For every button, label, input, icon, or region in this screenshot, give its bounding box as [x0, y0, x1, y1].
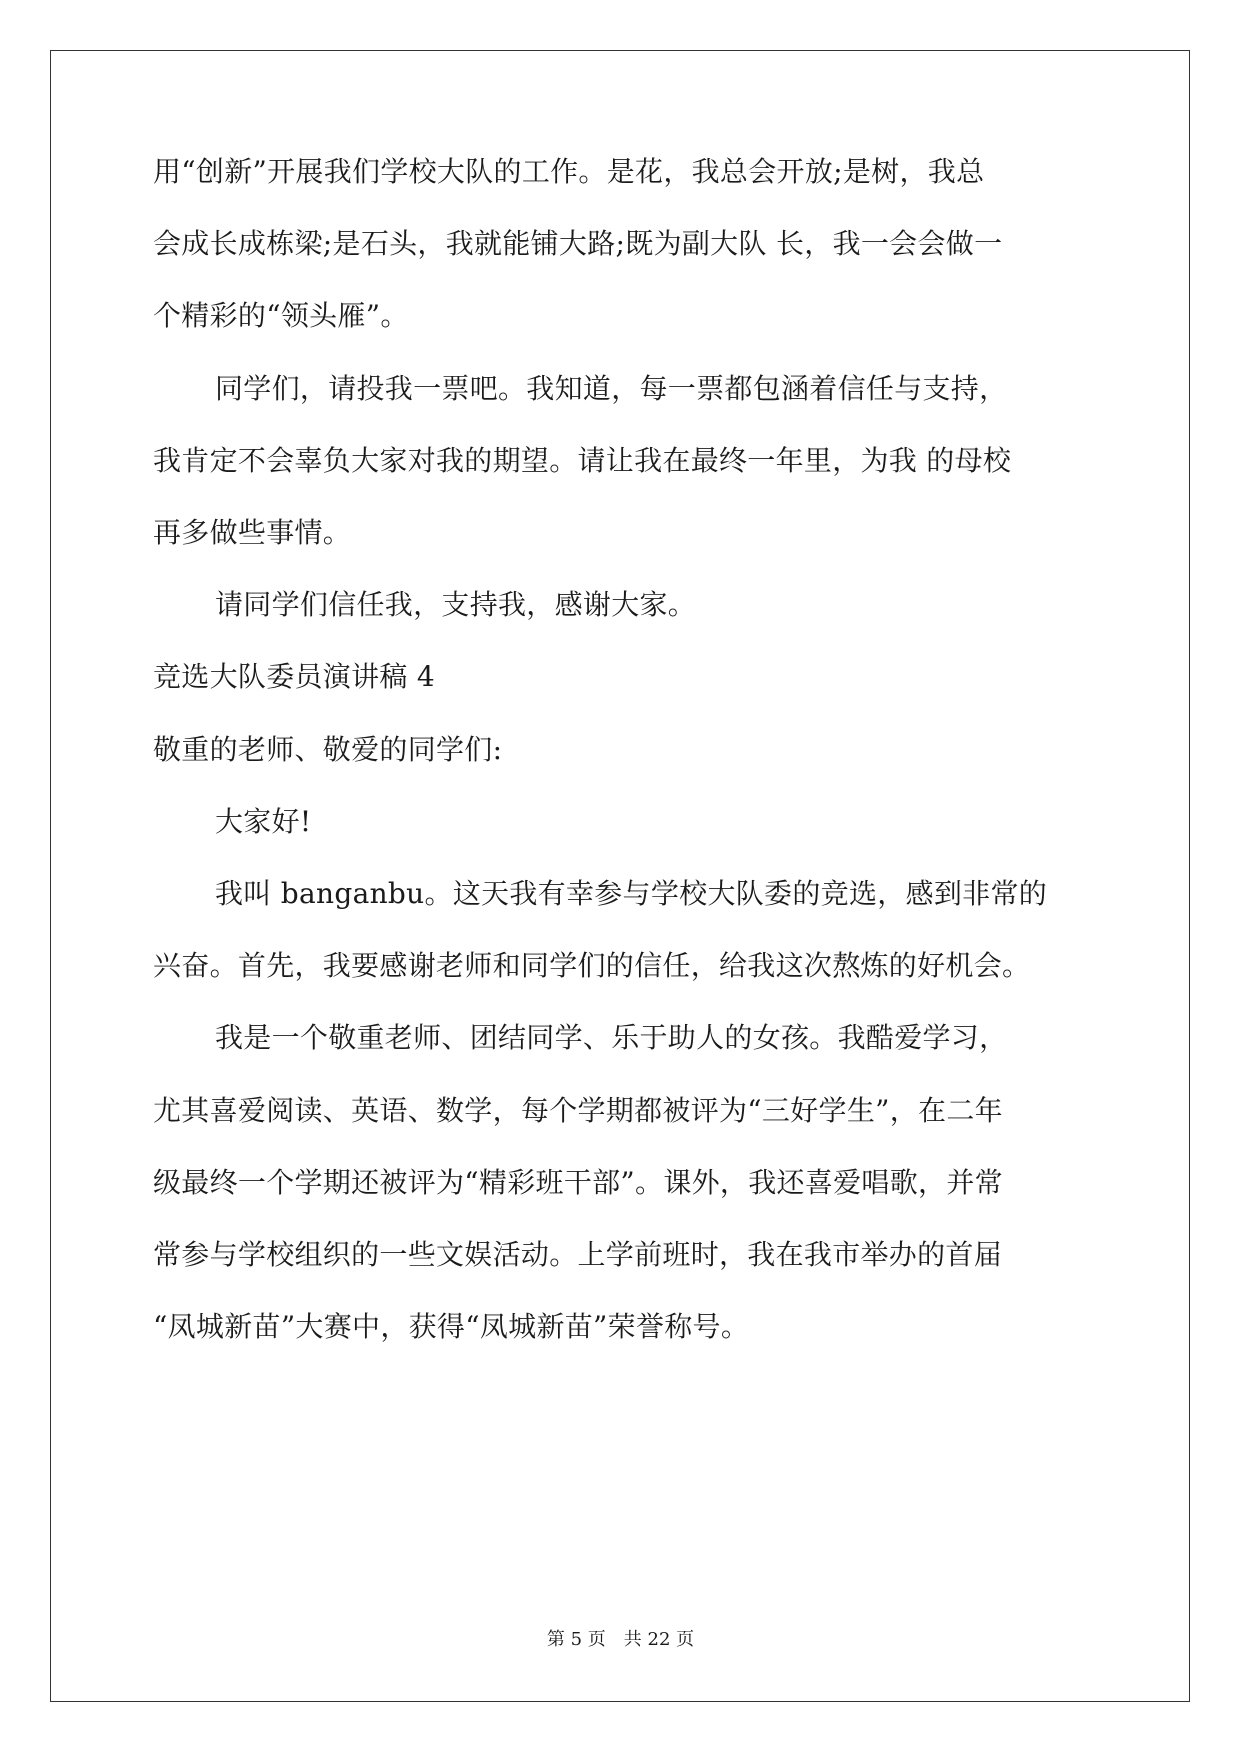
text-line: 用“创新”开展我们学校大队的工作。是花，我总会开放;是树，我总 [153, 155, 985, 188]
text-line: 会成长成栋梁;是石头，我就能铺大路;既为副大队 长，我一会会做一 [153, 227, 1003, 260]
text-line: 个精彩的“领头雁”。 [153, 299, 409, 332]
text-line: 常参与学校组织的一些文娱活动。上学前班时，我在我市举办的首届 [153, 1238, 1003, 1271]
text-line: 级最终一个学期还被评为“精彩班干部”。课外，我还喜爱唱歌，并常 [153, 1166, 1003, 1199]
text-line: 我肯定不会辜负大家对我的期望。请让我在最终一年里，为我 的母校 [153, 444, 1012, 477]
salutation: 敬重的老师、敬爱的同学们: [153, 733, 503, 766]
text-line: “凤城新苗”大赛中，获得“凤城新苗”荣誉称号。 [153, 1310, 750, 1343]
text-line: 尤其喜爱阅读、英语、数学，每个学期都被评为“三好学生”，在二年 [153, 1094, 1003, 1127]
section-heading: 竞选大队委员演讲稿 4 [153, 660, 436, 693]
text-line: 我是一个敬重老师、团结同学、乐于助人的女孩。我酷爱学习， [215, 1021, 1008, 1054]
text-line: 兴奋。首先，我要感谢老师和同学们的信任，给我这次熬炼的好机会。 [153, 949, 1031, 982]
text-line: 请同学们信任我，支持我，感谢大家。 [215, 588, 697, 621]
text-line: 再多做些事情。 [153, 516, 352, 549]
text-line: 同学们，请投我一票吧。我知道，每一票都包涵着信任与支持， [215, 372, 1008, 405]
page-number: 第 5 页 共 22 页 [546, 1629, 695, 1650]
text-line: 我叫 banganbu。这天我有幸参与学校大队委的竞选，感到非常的 [215, 877, 1048, 910]
greeting: 大家好! [215, 805, 312, 838]
